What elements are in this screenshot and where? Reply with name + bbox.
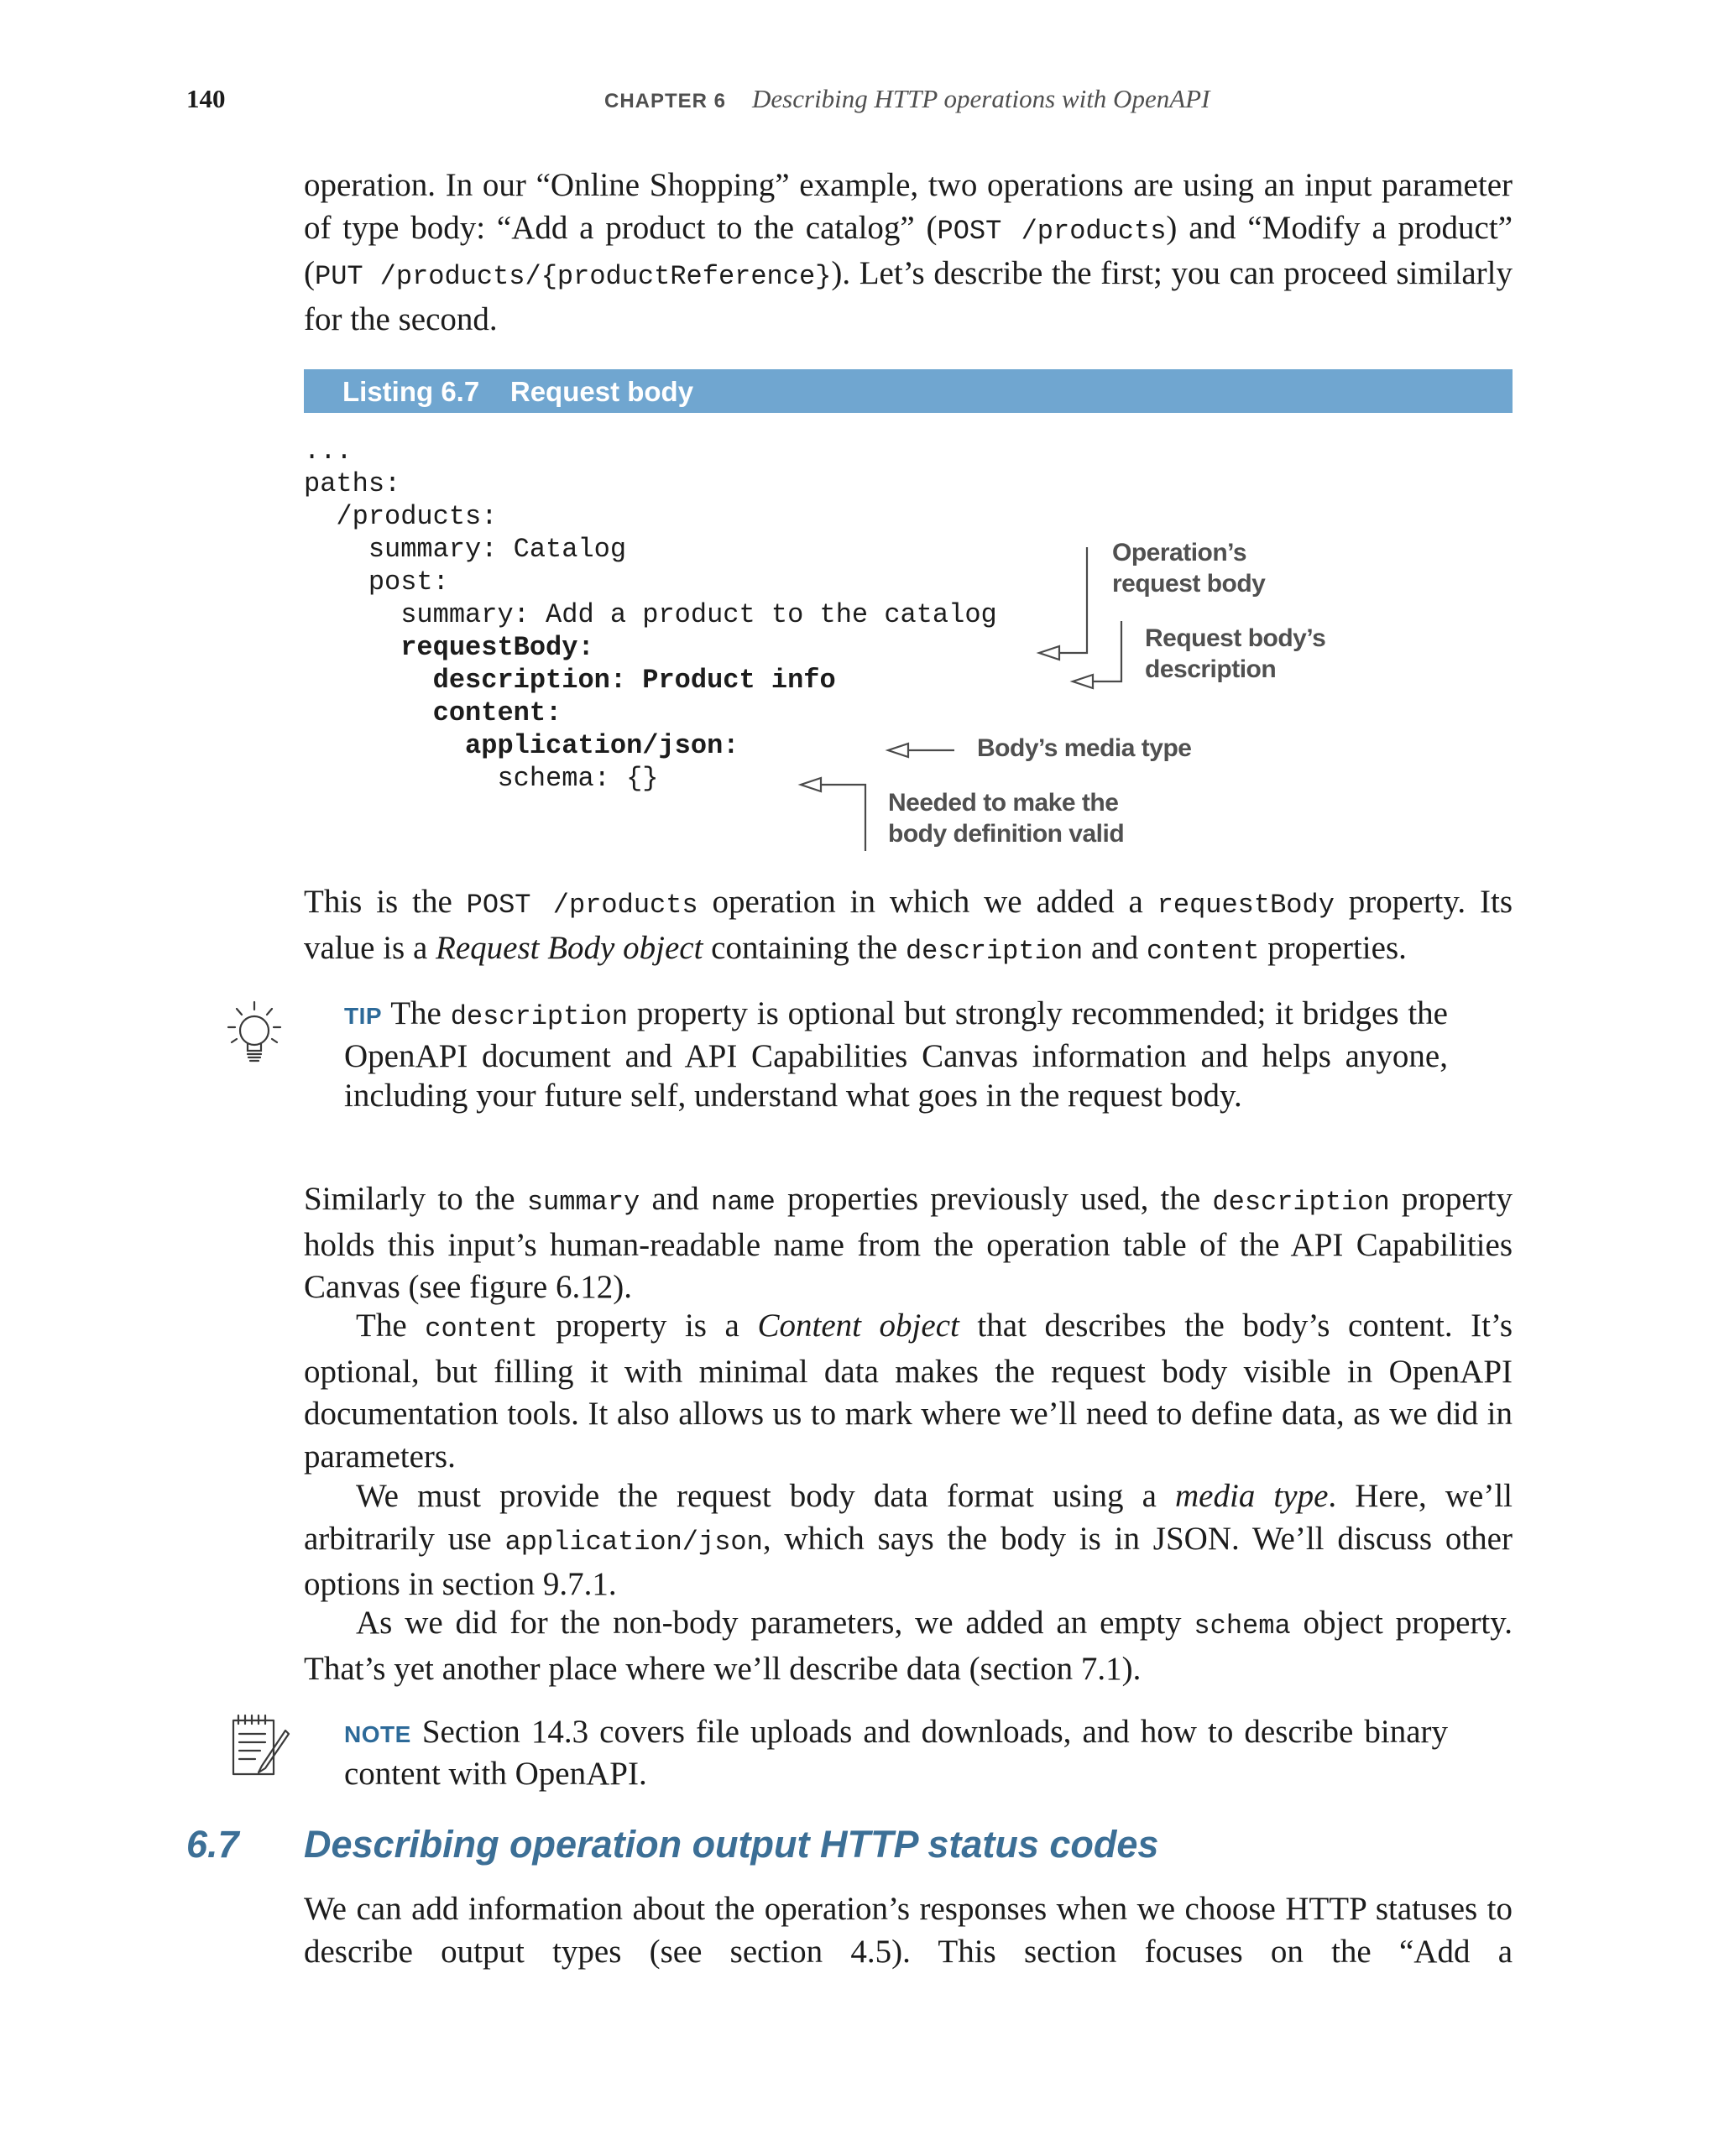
section-number: 6.7: [186, 1823, 239, 1866]
chapter-label: CHAPTER 6: [604, 90, 727, 112]
paragraph-request-body: This is the POST /products operation in which we added a requestBody property. Its value is a Request Body object containing the description and content properties.: [304, 884, 1513, 967]
code-line: requestBody:: [304, 632, 594, 663]
code-line: application/json:: [304, 730, 739, 761]
tip-block: TIP The description property is optional but strongly recommended; it bridges the OpenAPI document and API Capabilities Canvas information and helps anyone, including your future self, understand what goes in the request body.: [344, 995, 1448, 1114]
code-line: post:: [304, 566, 449, 598]
code-line: description: Product info: [304, 665, 836, 696]
code-line: content:: [304, 697, 562, 728]
tip-label: TIP: [344, 1003, 383, 1029]
page-number: 140: [186, 84, 226, 113]
code-line: /products:: [304, 501, 498, 532]
code-line: paths:: [304, 468, 401, 499]
annotation-request-body-description: Request body’s description: [1145, 624, 1326, 683]
section-title: Describing operation output HTTP status codes: [304, 1823, 1159, 1866]
paragraph-content: The content property is a Content object that describes the body’s content. It’s optional, but filling it with minimal data makes the request body visible in OpenAPI documentation tools. It also allows us to mark where we’ll need to define data, as we did in parameters.: [304, 1308, 1513, 1475]
annotation-operation-request-body: Operation’s request body: [1112, 539, 1266, 598]
paragraph-media-type: We must provide the request body data format using a media type. Here, we’ll arbitrarily use application/json, which says the body is in JSON. We’ll discuss other options in section 9.7.1.: [304, 1478, 1513, 1602]
paragraph-similarly: Similarly to the summary and name properties previously used, the description property holds this input’s human-readable name from the operation table of the API Capabilities Canvas (see figure 6.12).: [304, 1181, 1513, 1305]
code-line: schema: {}: [304, 763, 659, 794]
notepad-icon: [228, 1712, 290, 1779]
annotation-arrows: [0, 0, 1719, 923]
paragraph-schema: As we did for the non-body parameters, we added an empty schema object property. That’s yet another place where we’ll describe data (section 7.1).: [304, 1605, 1513, 1687]
intro-paragraph: operation. In our “Online Shopping” example, two operations are using an input parameter of type body: “Add a product to the catalog” (POST /products) and “Modify a product” (PUT /products/{productReference}). Let’s describe the first; you can proceed similarly for the second.: [304, 167, 1513, 337]
note-block: NOTE Section 14.3 covers file uploads and downloads, and how to describe binary content with OpenAPI.: [344, 1714, 1448, 1792]
note-label: NOTE: [344, 1721, 411, 1747]
code-line: summary: Catalog: [304, 534, 627, 565]
code-line: ...: [304, 436, 353, 467]
chapter-title: Describing HTTP operations with OpenAPI: [752, 84, 1210, 113]
annotation-needed-valid: Needed to make the body definition valid: [888, 789, 1125, 848]
code-line: summary: Add a product to the catalog: [304, 599, 997, 630]
lightbulb-icon: [225, 997, 284, 1073]
listing-title: Listing 6.7 Request body: [342, 376, 694, 407]
paragraph-responses: We can add information about the operation’s responses when we choose HTTP statuses to describe output types (see section 4.5). This section focuses on the “Add a: [304, 1891, 1513, 1970]
annotation-body-media-type: Body’s media type: [977, 734, 1192, 762]
section-heading: [186, 1823, 1158, 1866]
